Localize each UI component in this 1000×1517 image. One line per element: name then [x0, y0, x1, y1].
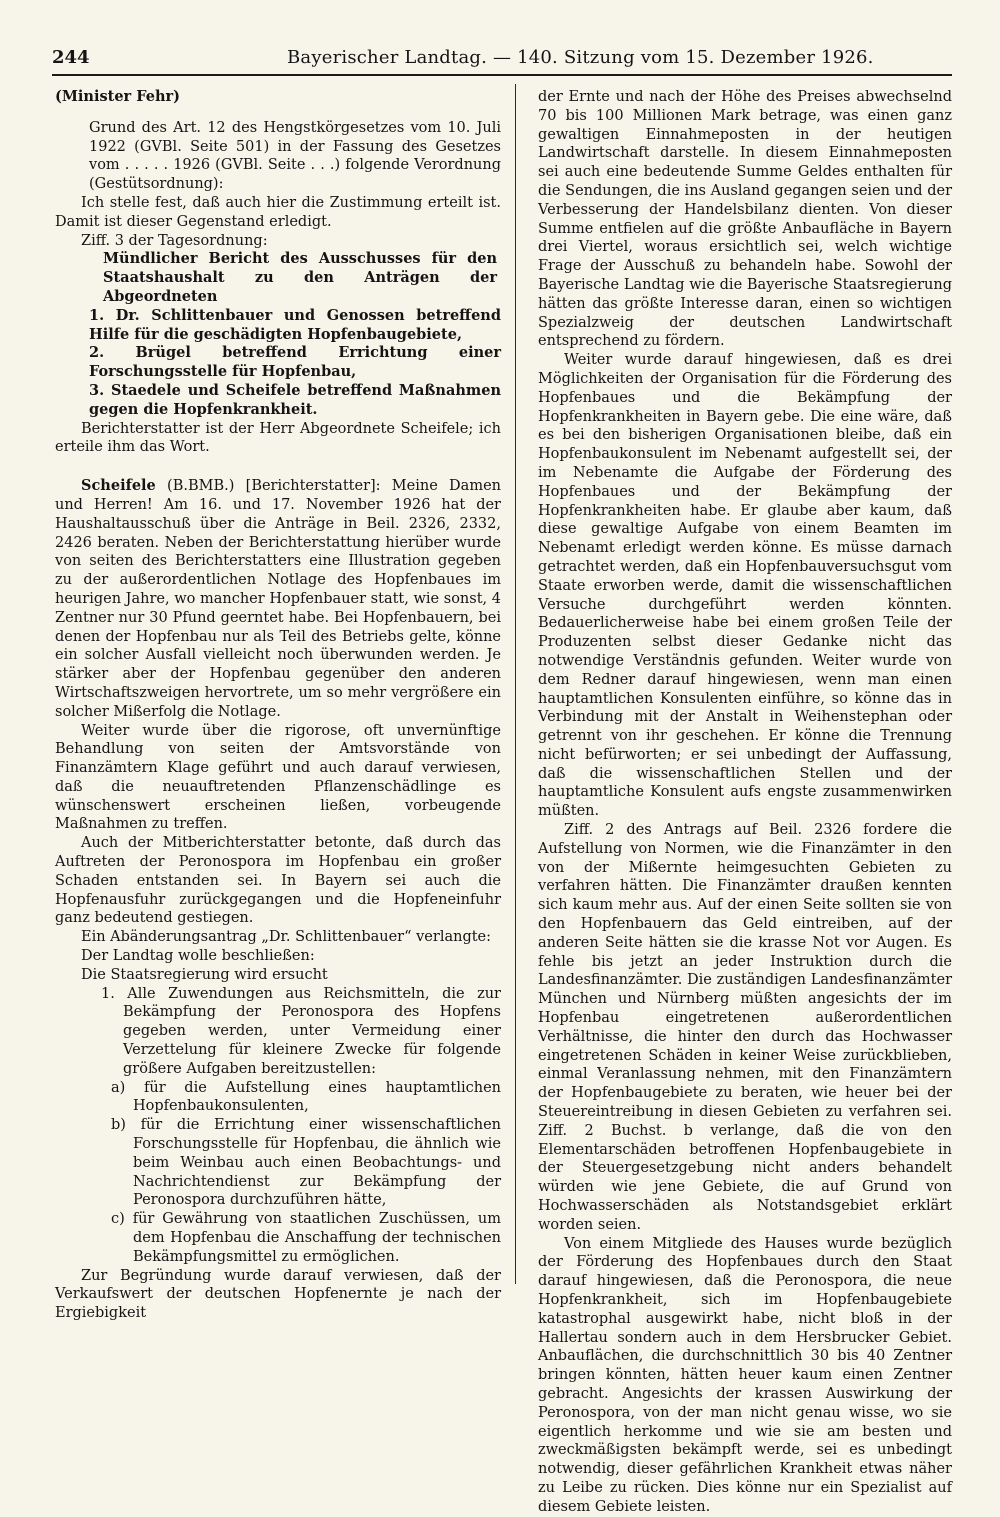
paragraph-landtag: Der Landtag wolle beschließen:: [81, 948, 315, 965]
speaker-note: (Minister Fehr): [55, 88, 181, 105]
verordnung-text: Grund des Art. 12 des Hengstkörgesetzes vom 10. Juli 1922 (GVBl. Seite 501) in der Fassung des Gesetzes vom . . . . . 1926 (GVBl. Seite . . .) folgende Verordnung (Gestütsordnung):: [89, 119, 501, 193]
paragraph-zustimmung: Ich stelle fest, daß auch hier die Zustimmung erteilt ist. Damit ist dieser Gegenstand erledigt.: [55, 194, 501, 230]
running-title: Bayerischer Landtag. — 140. Sitzung vom 15. Dezember 1926.: [287, 47, 874, 68]
paragraph-continuation: der Ernte und nach der Höhe des Preises abwechselnd 70 bis 100 Millionen Mark betrage, was einen ganz gewaltigen Einnahmeposten in der heutigen Landwirtschaft darstelle. In diesem Einnahmeposten sei auch eine bedeutende Summe Geldes enthalten für die Sendungen, die ins Ausland gegangen seien und der Verbesserung der Handelsbilanz dienten. Von dieser Summe entfielen auf die größte Anbaufläche in Bayern drei Viertel, woraus ersichtlich sei, welch wichtige Frage der Ausschuß zu behandeln habe. Sowohl der Bayerische Landtag wie die Bayerische Staatsregierung hätten das größte Interesse daran, einen so wichtigen Spezialzweig der deutschen Landwirtschaft entsprechend zu fördern.: [538, 89, 952, 350]
antrag-subitem-c: c) für Gewährung von staatlichen Zuschüssen, um dem Hopfenbau die Anschaffung der technischen Bekämpfungsmittel zu ermöglichen.: [111, 1211, 501, 1265]
agenda-item: 2. Brügel betreffend Errichtung einer Forschungsstelle für Hopfenbau,: [89, 344, 501, 381]
left-column: [55, 88, 501, 1323]
page-number: 244: [52, 47, 90, 68]
paragraph-weiter: Weiter wurde über die rigorose, oft unvernünftige Behandlung von seiten der Amtsvorstände von Finanzämtern Klage geführt und auch darauf verwiesen, daß die neuauftretenden Pflanzenschädlinge es wünschenswert erscheinen ließen, vorbeugende Maßnahmen zu treffen.: [55, 722, 501, 833]
header-rule: [52, 74, 952, 76]
paragraph-staatsregierung: Die Staatsregierung wird ersucht: [81, 966, 328, 983]
paragraph-ziffer: Ziff. 3 der Tagesordnung:: [81, 232, 268, 249]
antrag-subitem-b: b) für die Errichtung einer wissenschaftlichen Forschungsstelle für Hopfenbau, die ähnlich wie beim Weinbau auch einen Beobachtungs- und Nachrichtendienst zur Bekämpfung der Peronospora durchzuführen hätte,: [111, 1117, 501, 1209]
paragraph-abaenderung: Ein Abänderungsantrag „Dr. Schlittenbauer“ verlangte:: [81, 929, 492, 946]
paragraph-mitglied: Von einem Mitgliede des Hauses wurde bezüglich der Förderung des Hopfenbaues durch den Staat darauf hingewiesen, daß die Peronospora, die neue Hopfenkrankheit, sich im Hopfenbaugebiete katastrophal ausgewirkt habe, nicht bloß in der Hallertau sondern auch in dem Hersbrucker Gebiet. Anbauflächen, die durchschnittlich 30 bis 40 Zentner bringen könnten, hätten heuer kaum einen Zentner gebracht. Angesichts der krassen Auswirkung der Peronospora, von der man nicht genau wisse, wo sie eigentlich herkomme und wie sie am besten und zweckmäßigsten bekämpft werde, sei es unbedingt notwendig, dieser gefährlichen Krankheit etwas näher zu Leibe zu rücken. Dies könne nur ein Spezialist auf diesem Gebiete leisten.: [538, 1235, 952, 1515]
antrag-item-1: 1. Alle Zuwendungen aus Reichsmitteln, die zur Bekämpfung der Peronospora des Hopfens gegeben werden, unter Vermeidung einer Verzettelung für kleinere Zwecke für folgende größere Aufgaben bereitzustellen:: [101, 985, 501, 1077]
agenda-item: 1. Dr. Schlittenbauer und Genossen betreffend Hilfe für die geschädigten Hopfenbaugebiete,: [89, 306, 501, 343]
paragraph-organisation: Weiter wurde darauf hingewiesen, daß es drei Möglichkeiten der Organisation für die Förderung des Hopfenbaues und die Bekämpfung der Hopfenkrankheiten in Bayern gebe. Die eine wäre, daß es bei den bisherigen Organisationen bleibe, daß ein Hopfenbaukonsulent im Nebenamt aufgestellt sei, der im Nebenamte die Aufgabe der Förderung des Hopfenbaues und der Bekämpfung der Hopfenkrankheiten habe. Er glaube aber kaum, daß diese gewaltige Aufgabe von einem Beamten im Nebenamt erledigt werden könne. Es müsse darnach getrachtet werden, daß ein Hopfenbauversuchsgut vom Staate erworben werde, damit die wissenschaftlichen Versuche durchgeführt werden könnten. Bedauerlicherweise habe bei einem großen Teile der Produzenten selbst dieser Gedanke nicht das notwendige Verständnis gefunden. Weiter wurde von dem Redner darauf hingewiesen, wenn man einen hauptamtlichen Konsulenten einführe, so könne das in Verbindung mit der Anstalt in Weihenstephan oder getrennt von ihr geschehen. Er könne die Trennung nicht befürworten; er sei unbedingt der Auffassung, daß die wissenschaftlichen Stellen und der hauptamtliche Konsulent aufs engste zusammenwirken müßten.: [538, 352, 952, 820]
antrag-subitem-a: a) für die Aufstellung eines hauptamtlichen Hopfenbaukonsulenten,: [111, 1079, 501, 1115]
speech-paragraph: [55, 477, 501, 721]
paragraph-mitberichterstatter: Auch der Mitberichterstatter betonte, daß durch das Auftreten der Peronospora im Hopfenbau ein großer Schaden entstanden sei. In Bayern sei auch die Hopfenausfuhr zurückgegangen und die Hopfeneinfuhr ganz bedeutend gestiegen.: [55, 835, 501, 927]
agenda-title: Mündlicher Bericht des Ausschusses für den Staatshaushalt zu den Anträgen der Abgeordneten: [103, 250, 497, 305]
column-divider: [515, 84, 516, 1284]
speech-speaker: Scheifele: [81, 477, 156, 495]
right-column: [538, 88, 952, 1517]
speech-text: (B.BMB.) [Berichterstatter]: Meine Damen und Herren! Am 16. und 17. November 1926 hat der Haushaltausschuß über die Anträge in Beil. 2326, 2332, 2426 beraten. Neben der Berichterstattung hierüber wurde von seiten des Berichterstatters eine Illustration gegeben zu der außerordentlichen Notlage des Hopfenbaues im heurigen Jahre, wo mancher Hopfenbauer statt, wie sonst, 4 Zentner nur 30 Pfund geerntet habe. Bei Hopfenbauern, bei denen der Hopfenbau nur als Teil des Betriebs gelte, könne ein solcher Ausfall vielleicht noch überwunden werden. Je stärker aber der Hopfenbau gegenüber den anderen Wirtschaftszweigen hervortrete, um so mehr vergrößere ein solcher Mißerfolg die Notlage.: [55, 478, 501, 720]
paragraph-berichterstatter: Berichterstatter ist der Herr Abgeordnete Scheifele; ich erteile ihm das Wort.: [55, 420, 501, 456]
page-header: [52, 45, 952, 75]
paragraph-begruendung: Zur Begründung wurde darauf verwiesen, daß der Verkaufswert der deutschen Hopfenernte je nach der Ergiebigkeit: [55, 1267, 501, 1322]
paragraph-finanzaemter: Ziff. 2 des Antrags auf Beil. 2326 fordere die Aufstellung von Normen, wie die Finanzämter in den von der Mißernte heimgesuchten Gebieten zu verfahren hätten. Die Finanzämter draußen kennten sich kaum mehr aus. Auf der einen Seite sollten sie von den Hopfenbauern das Geld eintreiben, auf der anderen Seite hätten sie die krasse Not vor Augen. Es fehle bis jetzt an jeder Instruktion durch die Landesfinanzämter. Die zuständigen Landesfinanzämter München und Nürnberg müßten angesichts der im Hopfenbau eingetretenen außerordentlichen Verhältnisse, die hinter den durch das Hochwasser eingetretenen Schäden in keiner Weise zurückblieben, einmal Veranlassung nehmen, mit den Finanzämtern der Hopfenbaugebiete zu beraten, wie heuer bei der Steuereintreibung in diesen Gebieten zu verfahren sei. Ziff. 2 Buchst. b verlange, daß die von den Elementarschäden betroffenen Hopfenbaugebiete in der Steuergesetzgebung nicht anders behandelt würden wie jene Gebiete, die auf Grund von Hochwasserschäden als Notstandsgebiet erklärt worden seien.: [538, 822, 952, 1233]
agenda-item: 3. Staedele und Scheifele betreffend Maßnahmen gegen die Hopfenkrankheit.: [89, 381, 501, 418]
